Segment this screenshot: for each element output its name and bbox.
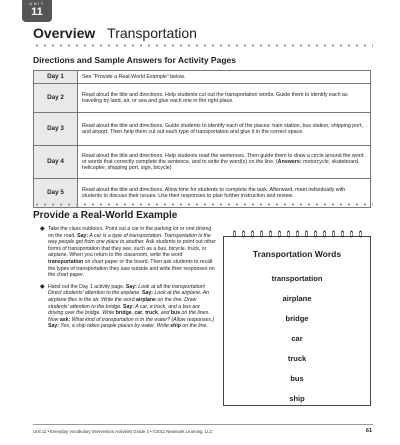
page-number: 61 xyxy=(365,428,372,434)
teacher-script: , xyxy=(142,310,146,317)
vocab-word: airplane xyxy=(136,296,156,303)
teacher-script: What kind of transportation is in the water? (Allow responses.) xyxy=(70,316,215,323)
table-row xyxy=(34,84,371,113)
list-item xyxy=(40,226,216,279)
footer-divider xyxy=(33,424,373,425)
instruction-list xyxy=(40,226,216,335)
dotted-divider xyxy=(33,203,373,206)
vocab-word: car xyxy=(291,334,303,343)
list-item xyxy=(40,284,216,330)
unit-number: 11 xyxy=(31,6,43,18)
direction-cell xyxy=(78,146,371,179)
title-topic: Transportation xyxy=(107,25,197,41)
teacher-script: on the line. xyxy=(180,323,208,330)
teacher-script: Look at all the transportation! Direct students’ attention to the airplane. xyxy=(48,283,206,297)
day4-text: Read aloud the title and directions. Help students read the sentences. Then guide them to draw a circle around the word or words that correctly complete the sentence, and to write the word(s) on the line. ( xyxy=(82,152,364,165)
day-cell: Day 1 xyxy=(34,71,78,84)
day4-answers: motorcycle, skateboard, helicopter, shipping port, sign, bicycle) xyxy=(82,158,360,172)
bullet-icon: ◆ xyxy=(40,283,45,290)
day-cell: Day 5 xyxy=(34,179,78,208)
bullet-text: Ask students to point out other forms of transportation that they see, such as a bus, bicycle, truck, or airplane. When you return to the classroom, write the word xyxy=(48,239,216,259)
bullet-text: Hand out the Day 1 activity page. xyxy=(48,283,126,290)
vocab-word: car xyxy=(134,310,143,317)
say-label: Say: xyxy=(77,232,89,239)
say-label: Say: xyxy=(48,323,59,330)
teacher-script: on the lines. Now xyxy=(48,310,210,323)
vocab-word: transportation xyxy=(48,258,84,265)
vocab-word: truck xyxy=(287,354,307,363)
unit-tab xyxy=(22,0,52,22)
teacher-script: on the line. Draw students’ attention to the bridge. xyxy=(48,296,197,310)
vocab-word: bus xyxy=(290,374,304,383)
vocab-word: airplane xyxy=(282,294,312,303)
vocab-word: transportation xyxy=(271,274,323,283)
say-label: Say: xyxy=(125,283,137,290)
teacher-script: Look at the airplane. An airplane flies in the air. Write the word xyxy=(48,290,210,303)
table-row xyxy=(34,146,371,179)
teacher-script: , and xyxy=(157,310,171,317)
directions-table xyxy=(33,70,371,208)
answers-label: Answers: xyxy=(277,158,302,165)
word-notepad xyxy=(223,236,371,406)
spiral-binding xyxy=(230,229,366,239)
direction-cell: Read aloud the title and directions. Help students cut out the transportation words. Guide them to identify each as traveling by land, air, or sea and glue each one in the right place. xyxy=(78,84,371,113)
title-overview: Overview xyxy=(33,25,96,41)
vocab-word: truck xyxy=(145,310,158,317)
notepad-title: Transportation Words xyxy=(252,249,342,259)
vocab-word: ship xyxy=(170,323,181,330)
teacher-script: A car is a type of transportation. Transportation is the way people get from one place to another. xyxy=(48,232,211,246)
page-title xyxy=(33,25,197,41)
vocab-word: ship xyxy=(289,394,305,403)
footer-credit: Unit 11 • Everyday Vocabulary Intervention Activities Grade 2 • ©2011 Newmark Learning, LLC xyxy=(33,429,213,434)
unit-label: UNIT xyxy=(29,1,45,6)
bullet-icon: ◆ xyxy=(40,226,45,232)
teacher-script: A car, a truck, and a bus are driving over the bridge. Write xyxy=(48,303,200,317)
real-world-heading: Provide a Real-World Example xyxy=(33,210,178,221)
teacher-script: , xyxy=(131,310,135,317)
day-cell: Day 4 xyxy=(34,146,78,179)
directions-heading: Directions and Sample Answers for Activity Pages xyxy=(33,55,236,65)
direction-cell: Read aloud the title and directions. Guide students to identify each of the places: train station, bus station, shipping port, and airport. Then help them cut out each type of transportation and glue it in the correct space. xyxy=(78,113,371,146)
say-label: Say: xyxy=(122,303,134,310)
day-cell: Day 2 xyxy=(34,84,78,113)
vocab-word: bridge xyxy=(115,310,132,317)
ask-label: ask: xyxy=(59,316,71,323)
vocab-word: bridge xyxy=(285,314,309,323)
day-cell: Day 3 xyxy=(34,113,78,146)
table-row xyxy=(34,113,371,146)
say-label: Say: xyxy=(142,290,153,297)
table-row xyxy=(34,71,371,84)
dotted-divider xyxy=(33,44,373,47)
vocab-word: bus xyxy=(170,310,181,317)
bullet-text: on chart paper or the board. Then ask students to recall the types of transportation they saw outside and write their responses on the chart paper. xyxy=(48,258,215,279)
word-list xyxy=(224,269,370,409)
teacher-script: Yes, a ship takes people places by water. Write xyxy=(58,323,171,330)
direction-cell: Read aloud the title and directions. Allow time for students to complete the task. Afterward, meet individually with students to discuss their issues. Use their responses to plan further instruction and review. xyxy=(78,179,371,208)
direction-cell: See “Provide a Real-World Example” below. xyxy=(78,71,371,84)
bullet-text: Take the class outdoors. Point out a car in the parking lot or one driving on the road. xyxy=(48,226,212,239)
